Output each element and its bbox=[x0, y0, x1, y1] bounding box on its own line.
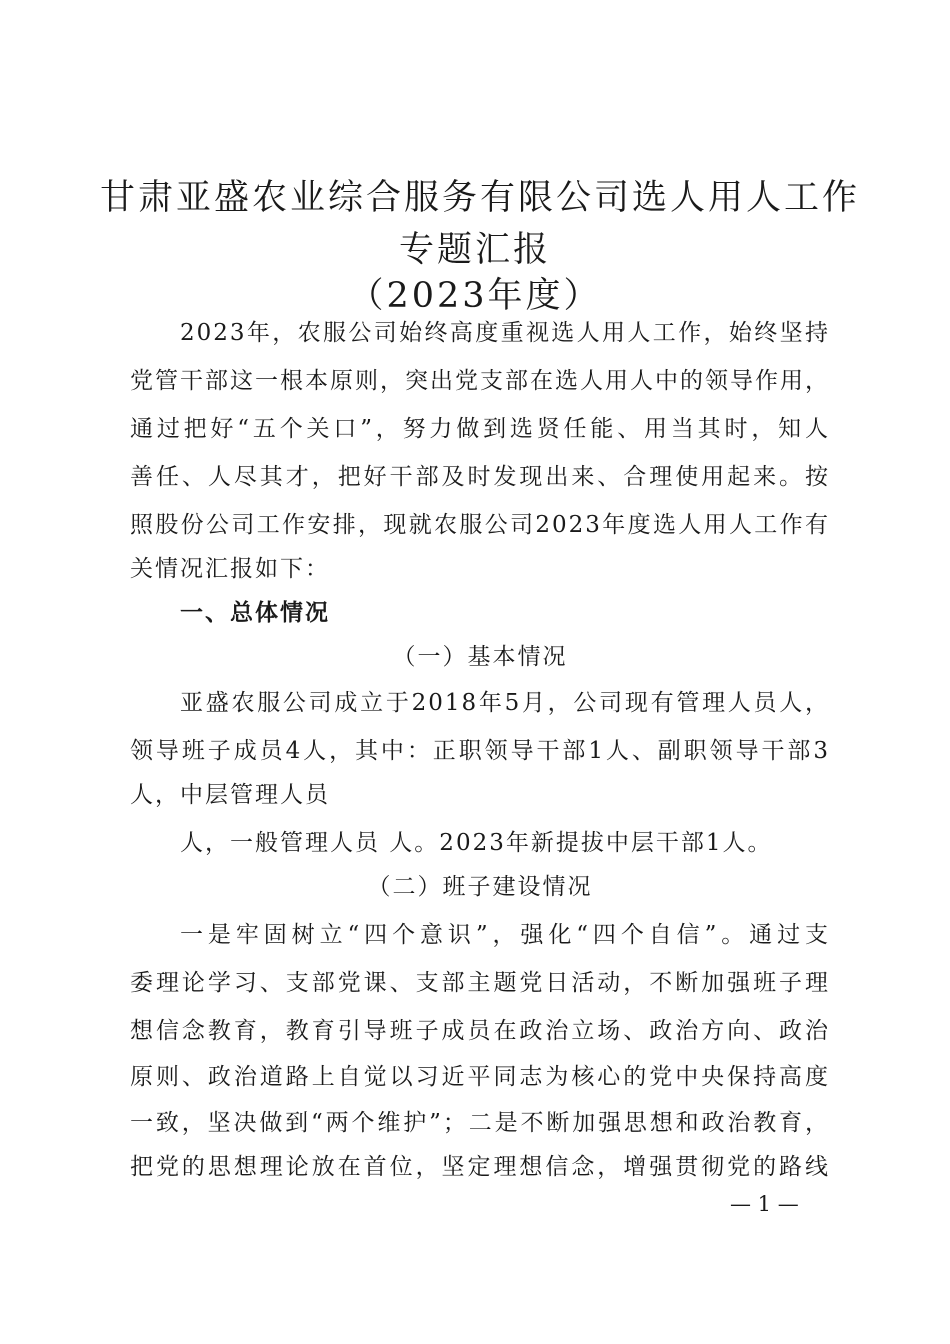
document-title-line-2: 专题汇报 bbox=[398, 230, 551, 270]
body-line: 原则、政治道路上自觉以习近平同志为核心的党中央保持高度 bbox=[130, 1064, 830, 1090]
intro-line: 通过把好“五个关口”，努力做到选贤任能、用当其时，知人 bbox=[130, 416, 830, 442]
intro-line: 关情况汇报如下： bbox=[130, 556, 330, 582]
body-line: 人，一般管理人员 人。2023年新提拔中层干部1人。 bbox=[180, 830, 773, 856]
intro-line: 善任、人尽其才，把好干部及时发现出来、合理使用起来。按 bbox=[130, 464, 830, 490]
body-line: 人，中层管理人员 bbox=[130, 782, 330, 808]
document-title-line-1: 甘肃亚盛农业综合服务有限公司选人用人工作 bbox=[100, 178, 861, 218]
intro-line: 党管干部这一根本原则，突出党支部在选人用人中的领导作用， bbox=[130, 368, 830, 394]
document-title-year: （2023年度） bbox=[348, 276, 602, 316]
subsection-heading: （二）班子建设情况 bbox=[367, 874, 593, 900]
body-line: 一是牢固树立“四个意识”，强化“四个自信”。通过支 bbox=[180, 922, 830, 948]
intro-line: 照股份公司工作安排，现就农服公司2023年度选人用人工作有 bbox=[130, 512, 830, 538]
intro-line: 2023年，农服公司始终高度重视选人用人工作，始终坚持 bbox=[180, 320, 830, 346]
section-heading: 一、总体情况 bbox=[180, 600, 330, 626]
page-number: — 1 — bbox=[730, 1192, 799, 1216]
body-line: 一致，坚决做到“两个维护”；二是不断加强思想和政治教育， bbox=[130, 1110, 830, 1136]
body-line: 把党的思想理论放在首位，坚定理想信念，增强贯彻党的路线 bbox=[130, 1154, 830, 1180]
body-line: 领导班子成员4人，其中：正职领导干部1人、副职领导干部3 bbox=[130, 738, 830, 764]
body-line: 亚盛农服公司成立于2018年5月，公司现有管理人员人， bbox=[180, 690, 830, 716]
subsection-heading: （一）基本情况 bbox=[392, 644, 568, 670]
body-line: 委理论学习、支部党课、支部主题党日活动，不断加强班子理 bbox=[130, 970, 830, 996]
body-line: 想信念教育，教育引导班子成员在政治立场、政治方向、政治 bbox=[130, 1018, 830, 1044]
